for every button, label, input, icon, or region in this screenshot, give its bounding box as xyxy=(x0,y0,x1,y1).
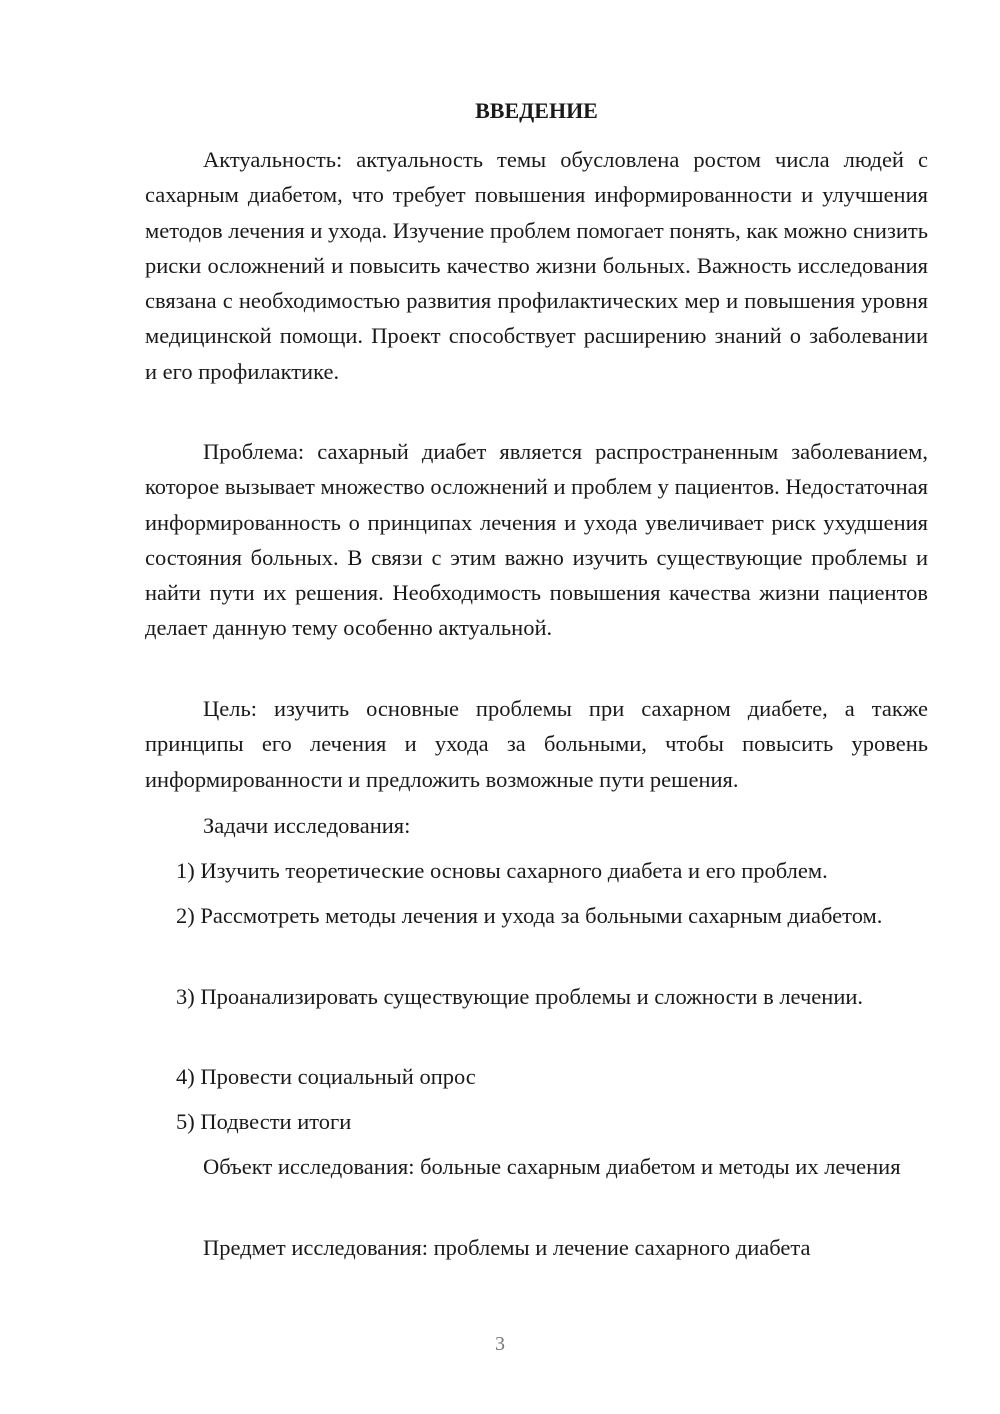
task-item-1: 1) Изучить теоретические основы сахарного диабета и его проблем. xyxy=(176,858,828,883)
paragraph-object: Объект исследования: больные сахарным диабетом и методы их лечения xyxy=(203,1154,901,1179)
task-item-3: 3) Проанализировать существующие проблемы и сложности в лечении. xyxy=(176,984,864,1009)
task-item-4: 4) Провести социальный опрос xyxy=(176,1064,476,1089)
paragraph-tasks-heading: Задачи исследования: xyxy=(203,813,411,838)
task-item-2: 2) Рассмотреть методы лечения и ухода за больными сахарным диабетом. xyxy=(176,903,883,928)
paragraph-relevance: Актуальность: актуальность темы обусловлена ростом числа людей с сахарным диабетом, что требует повышения информированности и улучшения методов лечения и ухода. Изучение проблем помогает понять, как можно снизить риски осложнений и повысить качество жизни больных. Важность исследования связана с необходимостью развития профилактических мер и повышения уровня медицинской помощи. Проект способствует расширению знаний о заболевании и его профилактике. xyxy=(145,147,928,384)
page-title: ВВЕДЕНИЕ xyxy=(475,98,598,123)
page-number: 3 xyxy=(495,1333,505,1355)
paragraph-subject: Предмет исследования: проблемы и лечение сахарного диабета xyxy=(203,1235,811,1260)
paragraph-problem: Проблема: сахарный диабет является распространенным заболеванием, которое вызывает множество осложнений и проблем у пациентов. Недостаточная информированность о принципах лечения и ухода увеличивает риск ухудшения состояния больных. В связи с этим важно изучить существующие проблемы и найти пути их решения. Необходимость повышения качества жизни пациентов делает данную тему особенно актуальной. xyxy=(145,439,928,641)
paragraph-goal: Цель: изучить основные проблемы при сахарном диабете, а также принципы его лечения и ухода за больными, чтобы повысить уровень информированности и предложить возможные пути решения. xyxy=(145,696,928,792)
task-item-5: 5) Подвести итоги xyxy=(176,1109,352,1134)
